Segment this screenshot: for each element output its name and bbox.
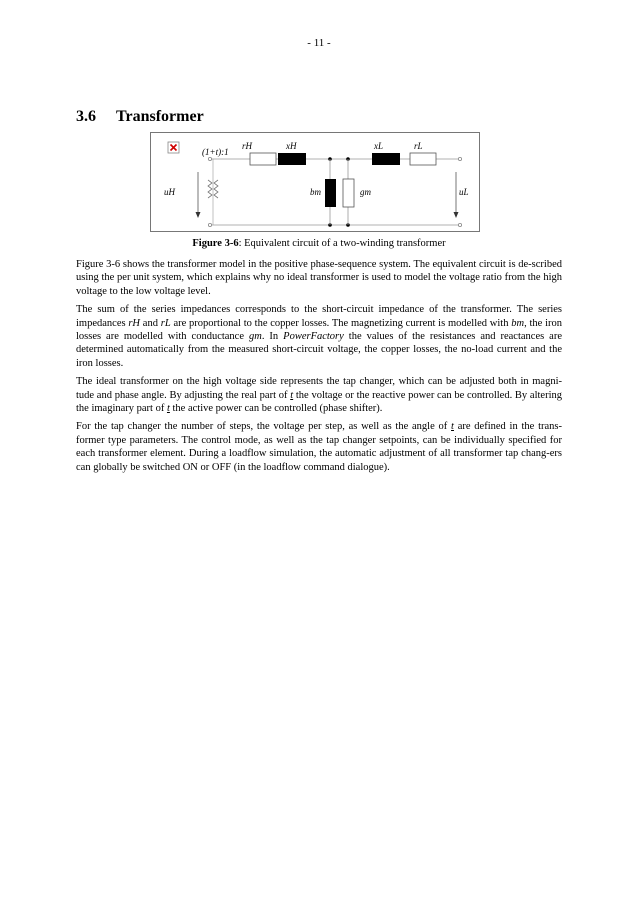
label-rH: rH: [242, 141, 253, 151]
label-ratio: (1+t):1: [202, 147, 229, 157]
page-number: - 11 -: [307, 37, 331, 49]
paragraph-4: For the tap changer the number of steps, the voltage per step, as well as the angle of t are defined in the trans-former type parameters. The control mode, as well as the tap changer setpoints, can be individually specified for each transformer element. During a loadflow simulation, the automatic adjustment of all transformer tap chang-ers can globally be switched ON or OFF (in the loadflow command dialogue).: [76, 421, 562, 473]
conductance-gm: [343, 179, 354, 207]
figure-frame: [151, 133, 480, 232]
var-t: t: [166, 403, 170, 415]
label-rL: rL: [414, 141, 423, 151]
terminal-hv-bottom: [208, 223, 211, 226]
var-bm: bm: [511, 317, 525, 329]
section-number: 3.6: [76, 108, 96, 125]
resistor-rH: [250, 153, 276, 165]
var-gm: gm: [248, 331, 262, 343]
figure-caption: [0, 238, 638, 249]
section-heading: [76, 108, 204, 126]
reactance-xH: [278, 153, 306, 165]
paragraph-2: The sum of the series impedances corresponds to the short-circuit impedance of the transformer. The series impedances rH and rL are proportional to the copper losses. The magnetizing current is modelled with bm, the iron losses are modelled with conductance gm. In PowerFactory the values of the resistances and reactances are determined automatically from the measured short-circuit voltage, the copper losses, the no-load current and the iron losses.: [76, 304, 562, 369]
paragraph-1: Figure 3-6 shows the transformer model in the positive phase-sequence system. The equivalent circuit is de-scribed using the per unit system, which explains why no ideal transformer is used to model the voltage ratio from the high voltage to the low voltage level.: [76, 259, 562, 297]
label-uL: uL: [459, 187, 469, 197]
uL-arrowhead: [454, 212, 459, 218]
label-gm: gm: [360, 187, 371, 197]
body-text: [76, 258, 562, 479]
resistor-rL: [410, 153, 436, 165]
label-xH: xH: [286, 141, 297, 151]
label-xL: xL: [374, 141, 383, 151]
uH-arrowhead: [196, 212, 201, 218]
primary-coil: [208, 180, 212, 198]
terminal-lv-bottom: [458, 223, 461, 226]
section-title: Transformer: [116, 108, 204, 125]
var-rH: rH: [128, 317, 141, 329]
var-t: t: [290, 389, 294, 401]
circuit-diagram: [150, 132, 480, 232]
equivalent-circuit-figure: [150, 132, 480, 232]
secondary-coil: [214, 180, 218, 198]
figure-caption-label: Figure 3-6: [192, 238, 239, 249]
label-uH: uH: [164, 187, 175, 197]
figure-caption-text: : Equivalent circuit of a two-winding transformer: [238, 238, 446, 249]
product-name: PowerFactory: [283, 331, 344, 343]
susceptance-bm: [325, 179, 336, 207]
var-rL: rL: [160, 317, 171, 329]
terminal-hv-top: [208, 157, 211, 160]
reactance-xL: [372, 153, 400, 165]
label-bm: bm: [310, 187, 321, 197]
terminal-lv-top: [458, 157, 461, 160]
var-t: t: [451, 421, 454, 433]
paragraph-3: The ideal transformer on the high voltage side represents the tap changer, which can be adjusted both in magni-tude and phase angle. By adjusting the real part of t the voltage or the reactive power can be controlled. By altering the imaginary part of t the active power can be controlled (phase shifter).: [76, 376, 562, 415]
